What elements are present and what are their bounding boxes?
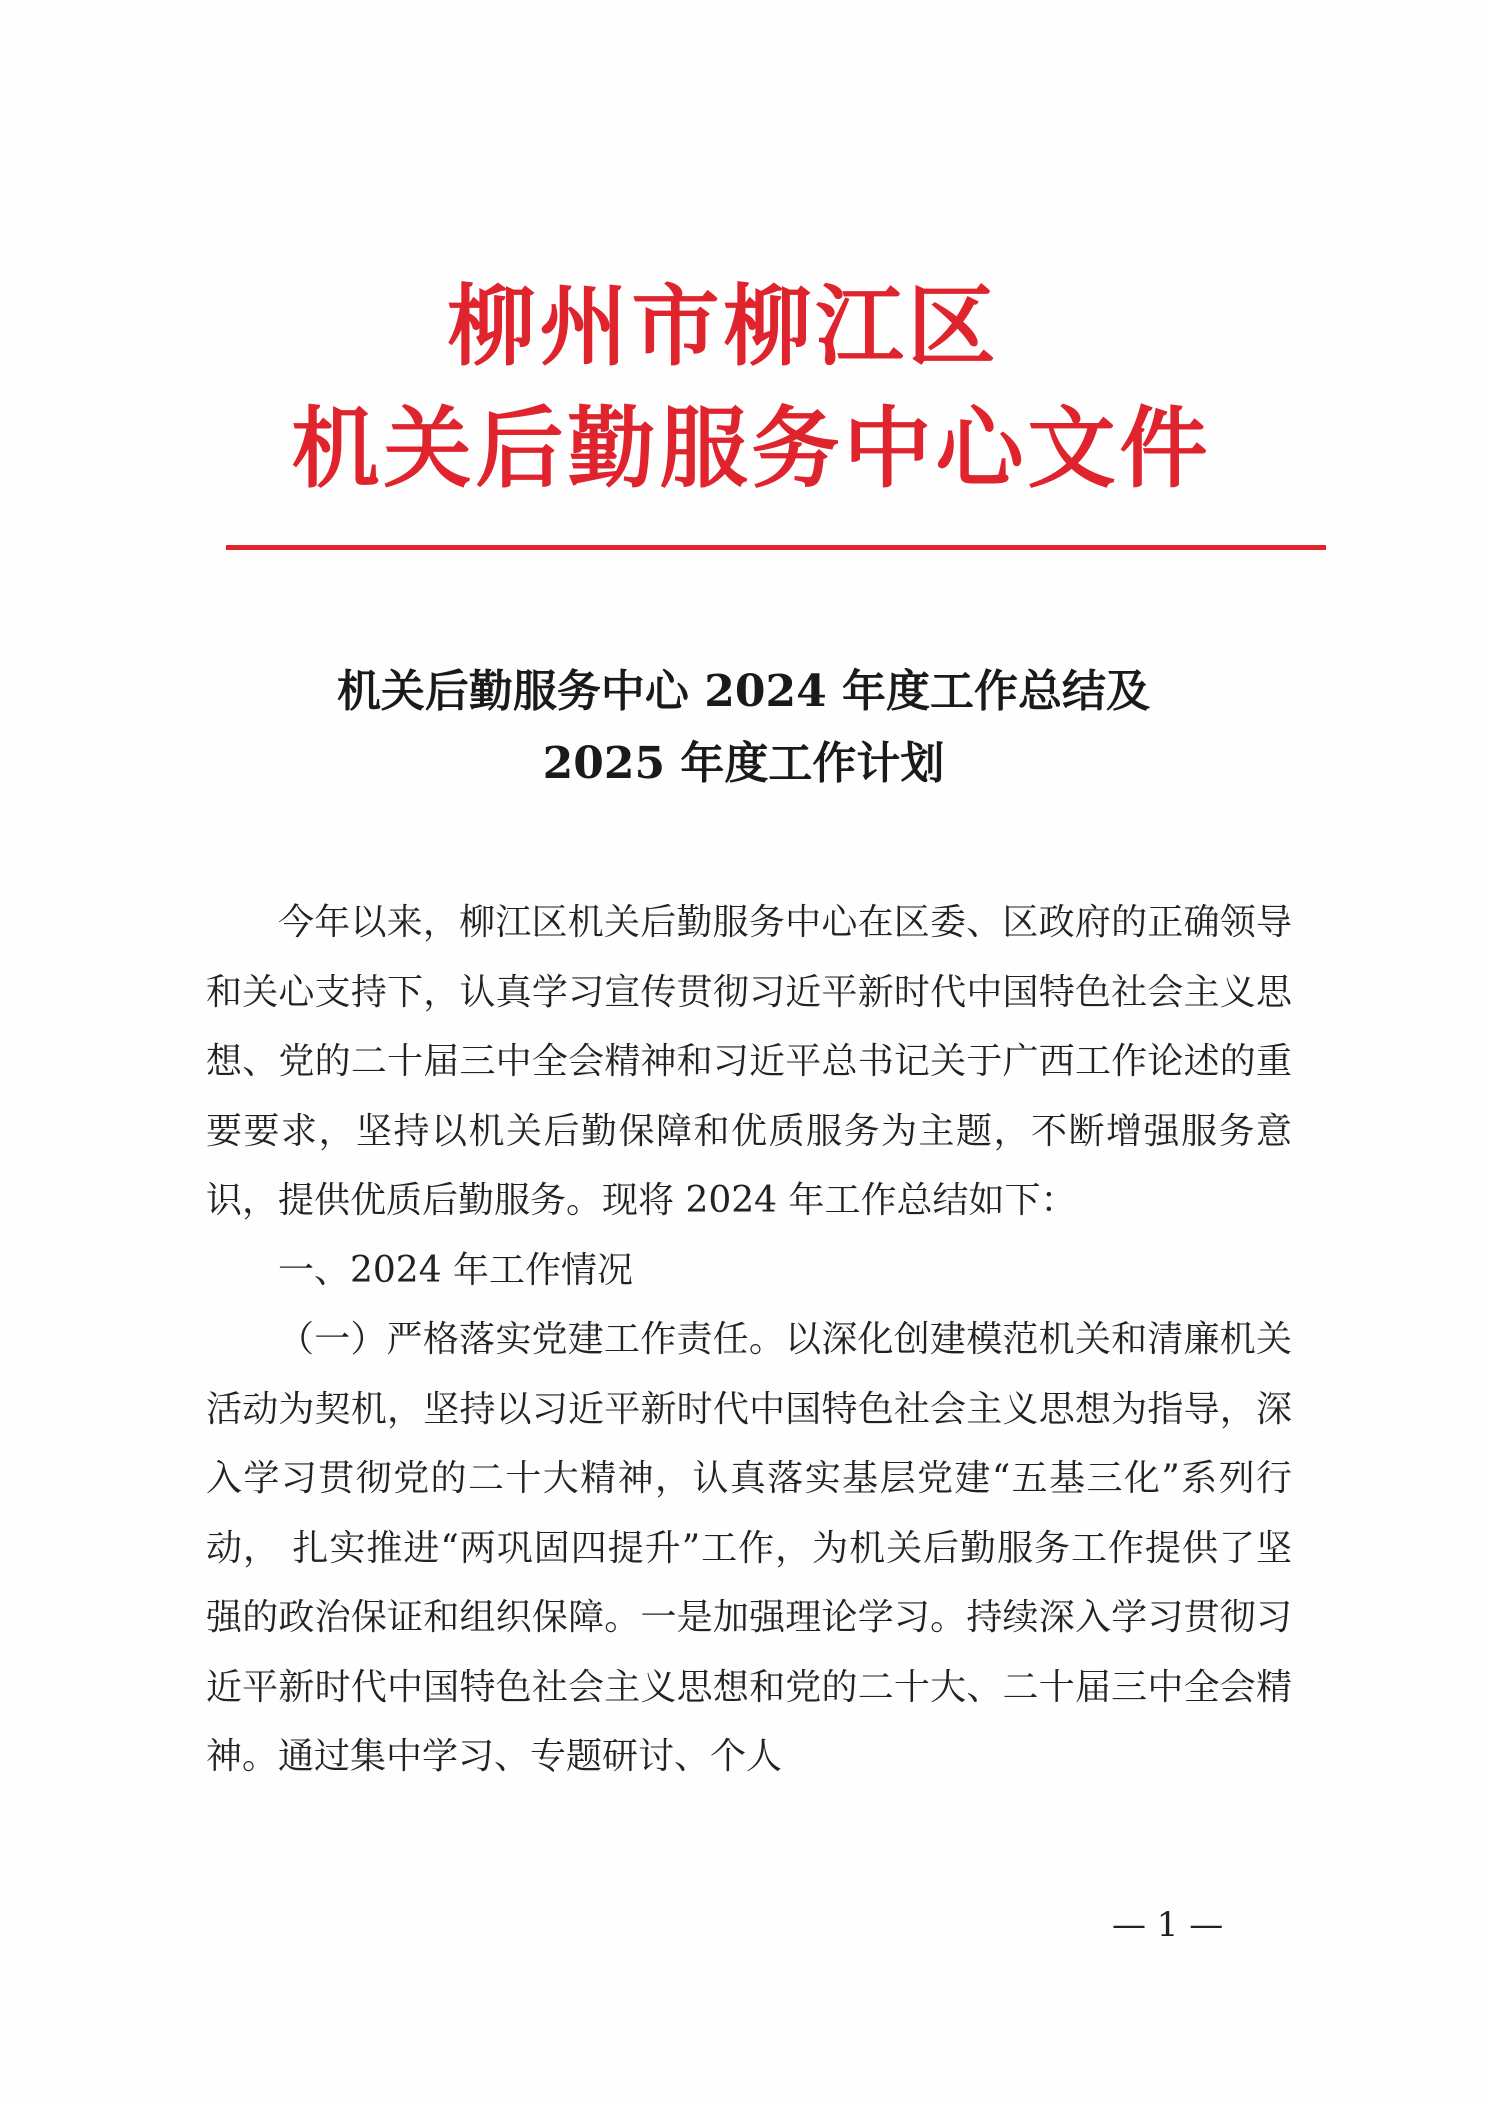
- issuer-name-line2: 机关后勤服务中心文件: [291, 396, 1212, 500]
- document-title-line2: 2025 年度工作计划: [542, 738, 945, 789]
- document-body: [206, 888, 1292, 1792]
- section-heading: 一、2024 年工作情况: [278, 1249, 634, 1291]
- issuer-name-line1: 柳州市柳江区: [447, 274, 1000, 378]
- red-header-rule: [226, 545, 1326, 550]
- intro-paragraph: 今年以来，柳江区机关后勤服务中心在区委、区政府的正确领导和关心支持下，认真学习宣传贯彻习近平新时代中国特色社会主义思想、党的二十届三中全会精神和习近平总书记关于广西工作论述的重要要求，坚持以机关后勤保障和优质服务为主题，不断增强服务意识，提供优质后勤服务。现将 2024 年工作总结如下：: [206, 902, 1292, 1221]
- section-paragraph: （一）严格落实党建工作责任。以深化创建模范机关和清廉机关活动为契机，坚持以习近平新时代中国特色社会主义思想为指导，深入学习贯彻党的二十大精神，认真落实基层党建“五基三化”系列行动， 扎实推进“两巩固四提升”工作，为机关后勤服务工作提供了坚强的政治保证和组织保障。一是加强理论学习。持续深入学习贯彻习近平新时代中国特色社会主义思想和党的二十大、二十届三中全会精神。通过集中学习、专题研讨、个人: [206, 1319, 1292, 1777]
- document-title-line1: 机关后勤服务中心 2024 年度工作总结及: [336, 666, 1151, 717]
- page-number: — 1 —: [1112, 1905, 1224, 1945]
